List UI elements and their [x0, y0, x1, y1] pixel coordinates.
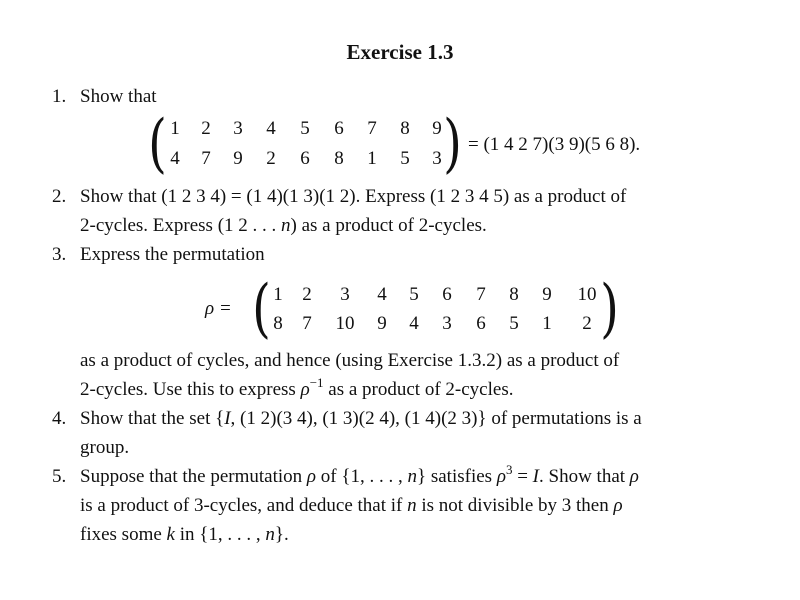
var-n: n: [407, 466, 417, 487]
text-span: is a product of 3-cycles, and deduce that if: [80, 495, 408, 516]
matrix-cell: 6: [476, 313, 486, 334]
var-rho: ρ: [613, 495, 623, 516]
exercise-title: Exercise 1.3: [346, 40, 454, 64]
matrix-cell: 8: [400, 118, 410, 139]
matrix-cell: 8: [273, 313, 283, 334]
text-span: fixes some: [80, 524, 167, 545]
matrix-cell: 2: [302, 284, 312, 305]
text-span: in {1, . . . ,: [174, 524, 266, 545]
text-span: }.: [274, 524, 289, 545]
text-span: . Show that: [539, 466, 630, 487]
matrix-cell: 7: [302, 313, 312, 334]
rho-label: ρ =: [205, 298, 232, 319]
item-3-line-1: Express the permutation: [80, 244, 265, 265]
matrix-cell: 9: [377, 313, 387, 334]
matrix-cell: 9: [233, 148, 243, 169]
item-2-number: 2.: [52, 186, 67, 207]
var-I: I: [224, 408, 231, 429]
text-span: Suppose that the permutation: [80, 466, 307, 487]
item-1-number: 1.: [52, 86, 67, 107]
matrix-cell: 7: [201, 148, 211, 169]
text-span: , (1 2)(3 4), (1 3)(2 4), (1 4)(2 3)} of permutations is a: [230, 408, 642, 429]
matrix-cell: 3: [442, 313, 452, 334]
text-span: of {1, . . . ,: [316, 466, 408, 487]
matrix-cell: 1: [273, 284, 283, 305]
matrix-cell: 2: [582, 313, 592, 334]
matrix-cell: 4: [170, 148, 180, 169]
item-4-line-1: [80, 408, 642, 430]
item-5-line-2: [80, 495, 623, 517]
matrix-cell: 5: [400, 148, 410, 169]
matrix-cell: 1: [170, 118, 180, 139]
var-k: k: [166, 524, 175, 545]
var-I: I: [532, 466, 539, 487]
var-rho: ρ: [629, 466, 639, 487]
item-2-line-2: [80, 215, 487, 237]
matrix-cell: 2: [266, 148, 276, 169]
item-1-text: Show that: [80, 86, 157, 107]
text-span: } satisfies: [416, 466, 497, 487]
var-rho: ρ: [306, 466, 317, 487]
text-span: is not divisible by 3 then: [416, 495, 614, 516]
superscript: −1: [309, 375, 324, 390]
item-3-line-2: as a product of cycles, and hence (using Exercise 1.3.2) as a product of: [80, 350, 620, 371]
matrix-cell: 2: [201, 118, 211, 139]
right-paren: ): [443, 107, 462, 181]
matrix-cell: 9: [542, 284, 552, 305]
text-span: =: [512, 466, 533, 487]
left-paren: (: [252, 272, 271, 346]
matrix-cell: 4: [377, 284, 387, 305]
matrix-cell: 8: [334, 148, 344, 169]
matrix-cell: 10: [577, 284, 597, 305]
text-span: as a product of 2-cycles.: [323, 379, 514, 400]
matrix-cell: 3: [233, 118, 243, 139]
matrix-cell: 1: [542, 313, 552, 334]
item-5-number: 5.: [52, 466, 67, 487]
text-span: ) as a product of 2-cycles.: [290, 215, 487, 236]
item-3-number: 3.: [52, 244, 67, 265]
text-span: 2-cycles. Use this to express: [80, 379, 301, 400]
item-5-line-3: [80, 524, 289, 546]
right-paren: ): [600, 272, 619, 346]
matrix-cell: 7: [476, 284, 486, 305]
matrix-cell: 6: [300, 148, 310, 169]
matrix-cell: 4: [409, 313, 419, 334]
var-n: n: [281, 215, 291, 236]
var-n: n: [407, 495, 417, 516]
matrix-cell: 5: [409, 284, 419, 305]
matrix-cell: 9: [432, 118, 442, 139]
matrix-cell: 8: [509, 284, 519, 305]
item-4-number: 4.: [52, 408, 67, 429]
matrix-cell: 1: [367, 148, 377, 169]
item-5-line-1: [80, 462, 639, 488]
var-n: n: [265, 524, 275, 545]
item-2-line-1: Show that (1 2 3 4) = (1 4)(1 3)(1 2). Express (1 2 3 4 5) as a product of: [80, 186, 627, 207]
item-3-line-3: [80, 375, 514, 401]
matrix-cell: 7: [367, 118, 377, 139]
var-rho: ρ: [496, 466, 506, 487]
matrix-cell: 5: [509, 313, 519, 334]
matrix-cell: 5: [300, 118, 310, 139]
matrix-cell: 10: [335, 313, 355, 334]
matrix-cell: 3: [432, 148, 442, 169]
item-1-equation-rhs: = (1 4 2 7)(3 9)(5 6 8).: [468, 134, 641, 155]
matrix-cell: 6: [442, 284, 452, 305]
text-span: 2-cycles. Express (1 2 . . .: [80, 215, 282, 236]
item-4-line-2: group.: [80, 437, 130, 458]
matrix-cell: 6: [334, 118, 344, 139]
superscript: 3: [505, 462, 513, 477]
left-paren: (: [148, 107, 167, 181]
text-span: Show that the set {: [80, 408, 225, 429]
var-rho: ρ: [300, 379, 310, 400]
matrix-cell: 3: [340, 284, 350, 305]
matrix-cell: 4: [266, 118, 276, 139]
